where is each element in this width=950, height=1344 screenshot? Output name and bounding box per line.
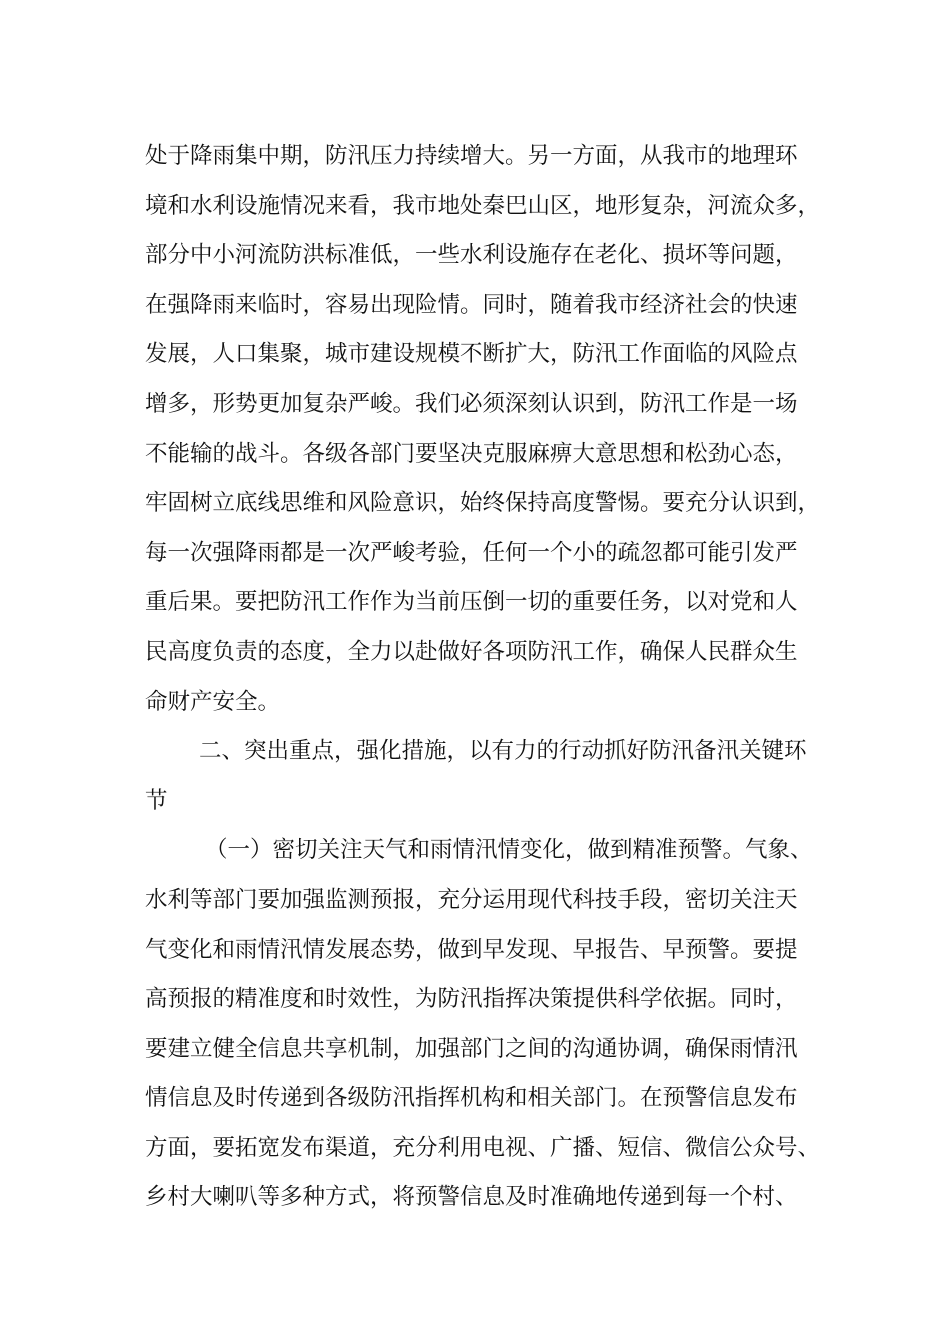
text-line: 重后果。要把防汛工作作为当前压倒一切的重要任务，以对党和人 [145,589,798,616]
text-line: 水利等部门要加强监测预报，充分运用现代科技手段，密切关注天 [145,886,798,913]
text-line: 在强降雨来临时，容易出现险情。同时，随着我市经济社会的快速 [145,291,798,318]
text-line: 情信息及时传递到各级防汛指挥机构和相关部门。在预警信息发布 [145,1085,798,1112]
text-line: 民高度负责的态度，全力以赴做好各项防汛工作，确保人民群众生 [145,638,798,665]
section-heading-continued: 节 [145,787,168,814]
text-line: 方面，要拓宽发布渠道，充分利用电视、广播、短信、微信公众号、 [145,1134,821,1161]
text-line: 牢固树立底线思维和风险意识，始终保持高度警惕。要充分认识到， [145,490,821,517]
text-line: 每一次强降雨都是一次严峻考验，任何一个小的疏忽都可能引发严 [145,539,798,566]
text-line: 气变化和雨情汛情发展态势，做到早发现、早报告、早预警。要提 [145,936,798,963]
text-line: 处于降雨集中期，防汛压力持续增大。另一方面，从我市的地理环 [145,143,798,169]
section-heading: 二、突出重点，强化措施，以有力的行动抓好防汛备汛关键环 [199,738,807,765]
text-line: 不能输的战斗。各级各部门要坚决克服麻痹大意思想和松劲心态， [145,440,798,467]
text-line: 境和水利设施情况来看，我市地处秦巴山区，地形复杂，河流众多， [145,192,821,219]
subsection-heading: （一）密切关注天气和雨情汛情变化，做到精准预警。气象、 [205,837,813,864]
text-line: 高预报的精准度和时效性，为防汛指挥决策提供科学依据。同时， [145,986,798,1013]
text-line: 乡村大喇叭等多种方式，将预警信息及时准确地传递到每一个村、 [145,1184,798,1211]
text-line: 增多，形势更加复杂严峻。我们必须深刻认识到，防汛工作是一场 [145,390,798,417]
text-line: 要建立健全信息共享机制，加强部门之间的沟通协调，确保雨情汛 [145,1035,798,1062]
text-line: 发展，人口集聚，城市建设规模不断扩大，防汛工作面临的风险点 [145,341,798,368]
text-line: 部分中小河流防洪标准低，一些水利设施存在老化、损坏等问题， [145,242,798,269]
text-line: 命财产安全。 [145,688,281,715]
document-body [145,132,845,1223]
